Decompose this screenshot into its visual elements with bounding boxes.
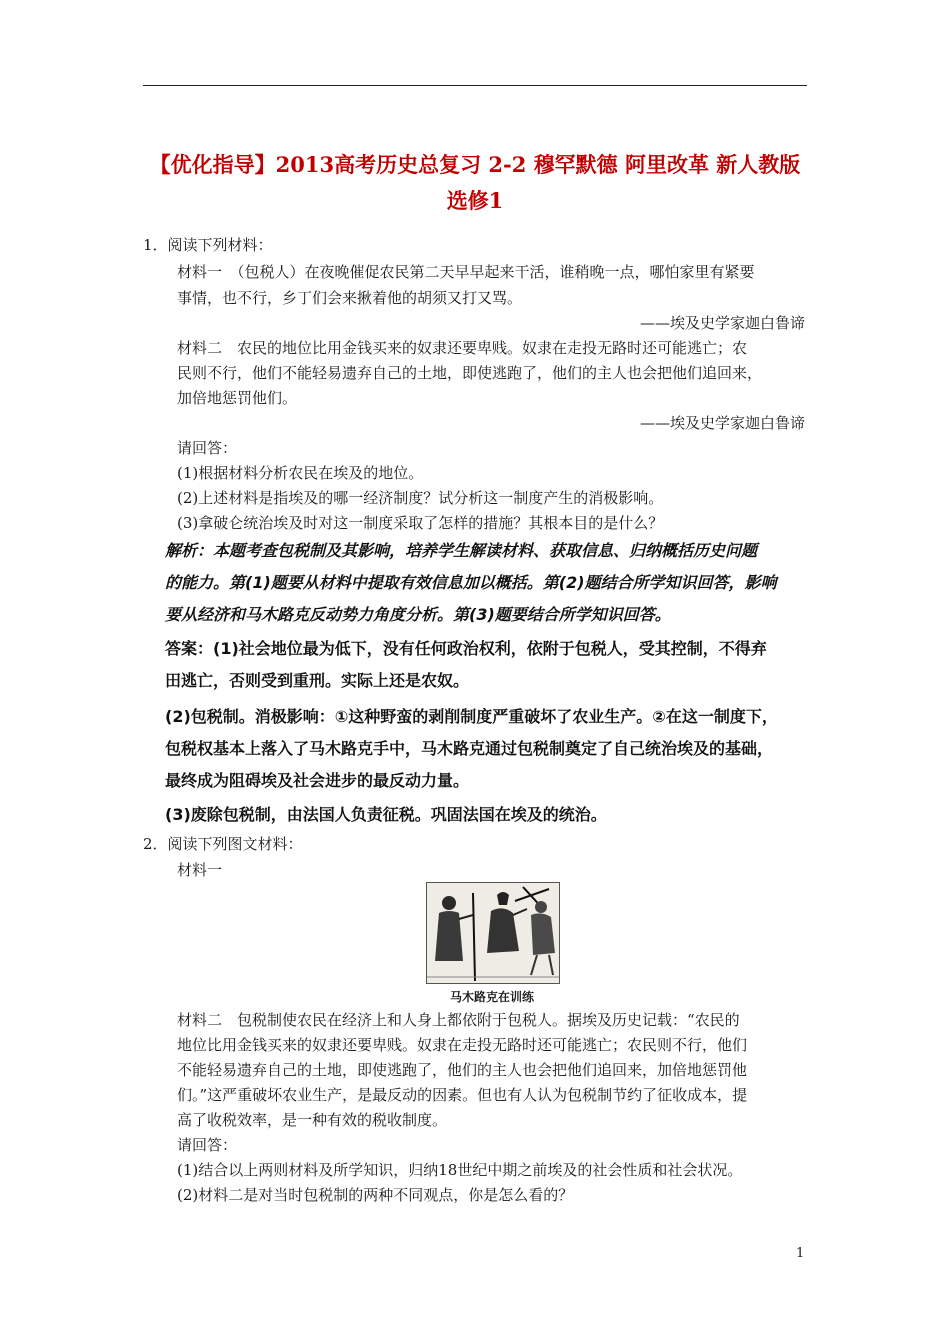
q2-material1-label: 材料一 [177, 861, 223, 879]
q1-material2-line3: 加倍地惩罚他们。 [177, 389, 298, 407]
q1-question-2: (2)上述材料是指埃及的哪一经济制度？试分析这一制度产生的消极影响。 [177, 489, 664, 507]
q1-analysis-line3: 要从经济和马木路克反动势力角度分析。第(3)题要结合所学知识回答。 [165, 605, 671, 624]
page-number: 1 [796, 1246, 805, 1261]
q1-material2-line1: 材料二 农民的地位比用金钱买来的奴隶还要卑贱。奴隶在走投无路时还可能逃亡；农 [177, 339, 748, 357]
q1-ask: 请回答： [177, 439, 238, 457]
q1-answer-line6: (3)废除包税制，由法国人负责征税。巩固法国在埃及的统治。 [165, 805, 607, 824]
q1-material2-line2: 民则不行，他们不能轻易遗弃自己的土地，即使逃跑了，他们的主人也会把他们追回来， [177, 364, 763, 382]
q1-answer-line1: 答案：(1)社会地位最为低下，没有任何政治权利，依附于包税人，受其控制，不得弃 [165, 639, 767, 658]
q1-analysis-line2: 的能力。第(1)题要从材料中提取有效信息加以概括。第(2)题结合所学知识回答，影响 [165, 573, 777, 592]
q2-material2-line2: 地位比用金钱买来的奴隶还要卑贱。奴隶在走投无路时还可能逃亡；农民则不行，他们 [177, 1036, 748, 1054]
figure-caption: 马木路克在训练 [449, 990, 534, 1004]
q2-material2-line1: 材料二 包税制使农民在经济上和人身上都依附于包税人。据埃及历史记载：“农民的 [177, 1011, 740, 1029]
q1-intro: 1．阅读下列材料： [143, 236, 273, 254]
q1-material1-line2: 事情，也不行，乡丁们会来揪着他的胡须又打又骂。 [177, 289, 523, 307]
q1-question-1: (1)根据材料分析农民在埃及的地位。 [177, 464, 424, 482]
q2-material2-line3: 不能轻易遗弃自己的土地，即使逃跑了，他们的主人也会把他们追回来，加倍地惩罚他 [177, 1061, 748, 1079]
q1-material1-line1: 材料一 （包税人）在夜晚催促农民第二天早早起来干活，谁稍晚一点，哪怕家里有紧要 [177, 263, 755, 281]
q2-question-2: (2)材料二是对当时包税制的两种不同观点，你是怎么看的？ [177, 1186, 574, 1204]
q2-question-1: (1)结合以上两则材料及所学知识，归纳18世纪中期之前埃及的社会性质和社会状况。 [177, 1161, 743, 1179]
q2-ask: 请回答： [177, 1136, 238, 1154]
q1-answer-line3: (2)包税制。消极影响：①这种野蛮的剥削制度严重破坏了农业生产。②在这一制度下， [165, 707, 778, 726]
q1-answer-line2: 田逃亡，否则受到重刑。实际上还是农奴。 [165, 671, 470, 690]
header-rule [143, 85, 807, 86]
q2-material2-line5: 高了收税效率，是一种有效的税收制度。 [177, 1111, 448, 1129]
q1-material2-source: ——埃及史学家迦白鲁谛 [639, 414, 805, 432]
q1-answer-line4: 包税权基本上落入了马木路克手中，马木路克通过包税制奠定了自己统治埃及的基础， [165, 739, 774, 758]
document-title: 【优化指导】2013高考历史总复习 2-2 穆罕默德 阿里改革 新人教版选修1 [149, 152, 801, 213]
q1-material1-source: ——埃及史学家迦白鲁谛 [639, 314, 805, 332]
q2-material2-line4: 们。”这严重破坏农业生产，是最反动的因素。但也有人认为包税制节约了征收成本，提 [177, 1086, 748, 1104]
q2-intro: 2．阅读下列图文材料： [143, 835, 303, 853]
q1-answer-line5: 最终成为阻碍埃及社会进步的最反动力量。 [165, 771, 470, 790]
q1-question-3: (3)拿破仑统治埃及时对这一制度采取了怎样的措施？其根本目的是什么？ [177, 514, 664, 532]
mamluk-training-illustration [426, 882, 560, 984]
q1-analysis-line1: 解析：本题考查包税制及其影响，培养学生解读材料、获取信息、归纳概括历史问题 [165, 541, 758, 560]
